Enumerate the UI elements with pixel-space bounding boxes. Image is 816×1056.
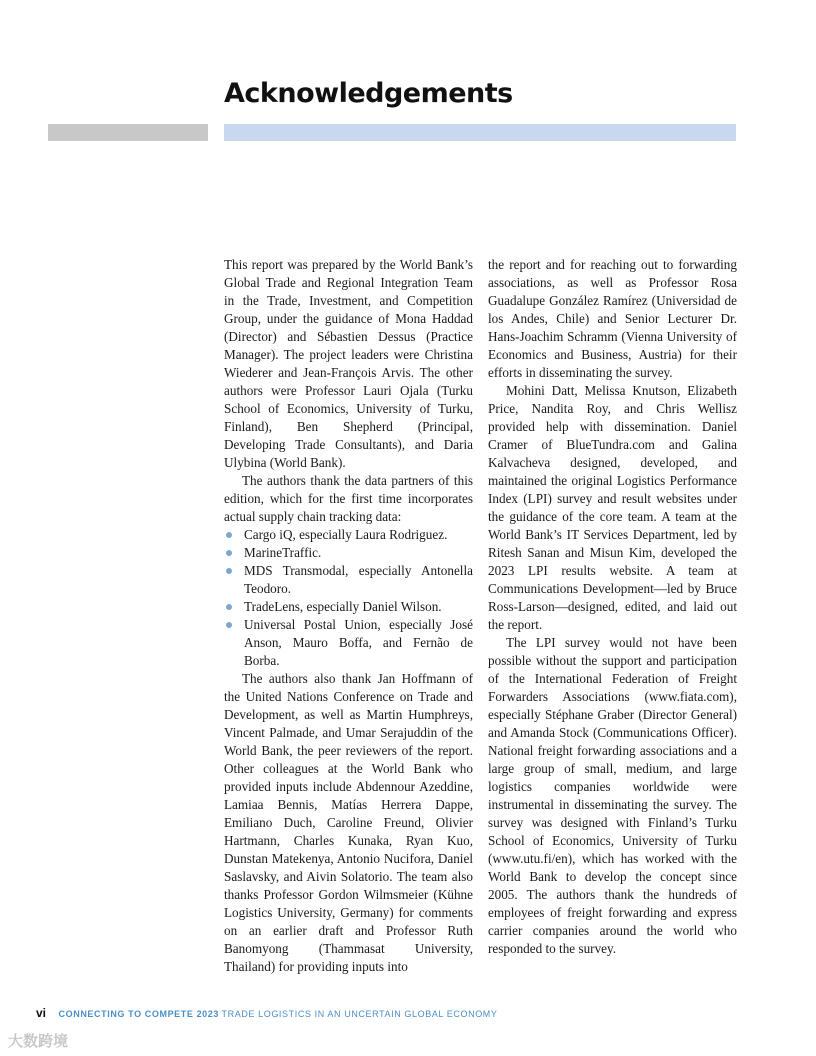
watermark: 大数跨境 [8, 1032, 69, 1050]
page-title: Acknowledgements [224, 78, 513, 109]
bullet-icon [226, 532, 232, 538]
decorative-blue-bar [224, 124, 736, 141]
list-item [224, 616, 473, 670]
list-item [224, 598, 473, 616]
bullet-icon [226, 550, 232, 556]
decorative-gray-bar [48, 124, 208, 141]
list-item-text: Universal Postal Union, especially José Anson, Mauro Boffa, and Fernão de Borba. [244, 617, 473, 668]
paragraph: The authors also thank Jan Hoffmann of the United Nations Conference on Trade and Development, as well as Martin Humphreys, Vincent Palmade, and Umar Serajuddin of the World Bank, the peer reviewers of the report. Other colleagues at the World Bank who provided inputs include Abdennour Azeddine, Lamiaa Bennis, Matías Herrera Dappe, Emiliano Duch, Caroline Freund, Olivier Hartmann, Charles Kunaka, Ryan Kuo, Dunstan Matekenya, Antonio Nucifora, Daniel Saslavsky, and Aivin Solatorio. The team also thanks Professor Gordon Wilmsmeier (Kühne Logistics University, Germany) for comments on an earlier draft and Professor Ruth Banomyong (Thammasat University, Thailand) for providing inputs into [224, 671, 473, 974]
page-number: vi [36, 1006, 47, 1020]
list-item [224, 526, 473, 544]
data-partners-list [224, 526, 473, 670]
report-subtitle: TRADE LOGISTICS IN AN UNCERTAIN GLOBAL ECONOMY [221, 1009, 498, 1019]
list-item-text: Cargo iQ, especially Laura Rodriguez. [244, 527, 448, 542]
paragraph: Mohini Datt, Melissa Knutson, Elizabeth Price, Nandita Roy, and Chris Wellisz provided help with dissemination. Daniel Cramer of BlueTundra.com and Galina Kalvacheva designed, developed, and maintained the original Logistics Performance Index (LPI) survey and result websites under the guidance of the core team. A team at the World Bank’s IT Services Department, led by Ritesh Sanan and Misun Kim, developed the 2023 LPI results website. A team at Communications Development—led by Bruce Ross-Larson—designed, edited, and laid out the report. [488, 383, 737, 632]
paragraph: This report was prepared by the World Bank’s Global Trade and Regional Integration Team in the Trade, Investment, and Competition Group, under the guidance of Mona Haddad (Director) and Sébastien Dessus (Practice Manager). The project leaders were Christina Wiederer and Jean-François Arvis. The other authors were Professor Lauri Ojala (Turku School of Economics, University of Turku, Finland), Ben Shepherd (Principal, Developing Trade Consultants), and Daria Ulybina (World Bank). [224, 257, 473, 470]
report-series: CONNECTING TO COMPETE 2023 [58, 1009, 219, 1019]
list-item-text: TradeLens, especially Daniel Wilson. [244, 599, 442, 614]
list-item [224, 544, 473, 562]
left-column [224, 256, 473, 976]
page-footer [36, 1006, 498, 1020]
list-item-text: MarineTraffic. [244, 545, 322, 560]
paragraph: the report and for reaching out to forwarding associations, as well as Professor Rosa Guadalupe González Ramírez (Universidad de los Andes, Chile) and Senior Lecturer Dr. Hans-Joachim Schramm (Vienna University of Economics and Business, Austria) for their efforts in disseminating the survey. [488, 257, 737, 380]
bullet-icon [226, 568, 232, 574]
paragraph: The LPI survey would not have been possible without the support and participation of the International Federation of Freight Forwarders Associations (www.fiata.com), especially Stéphane Graber (Director General) and Amanda Stock (Communications Officer). National freight forwarding associations and a large group of small, medium, and large logistics companies worldwide were instrumental in disseminating the survey. The survey was designed with Finland’s Turku School of Economics, University of Turku (www.utu.fi/en), which has worked with the World Bank to develop the concept since 2005. The authors thank the hundreds of employees of freight forwarding and express carrier companies around the world who responded to the survey. [488, 635, 737, 956]
bullet-icon [226, 604, 232, 610]
right-column [488, 256, 737, 958]
paragraph: The authors thank the data partners of this edition, which for the first time incorporates actual supply chain tracking data: [224, 473, 473, 524]
list-item [224, 562, 473, 598]
list-item-text: MDS Transmodal, especially Antonella Teodoro. [244, 563, 473, 596]
bullet-icon [226, 622, 232, 628]
